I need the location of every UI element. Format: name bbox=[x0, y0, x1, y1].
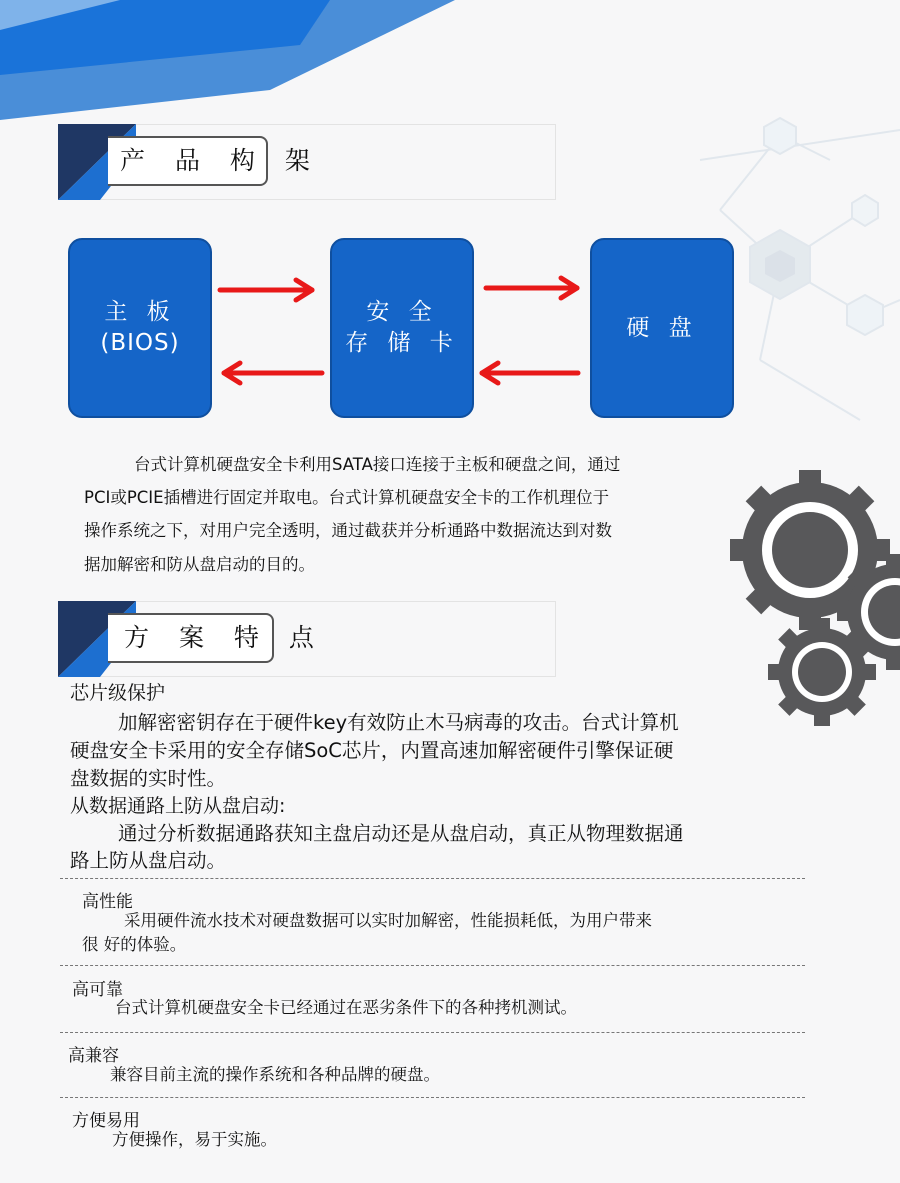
arrow-left-icon bbox=[482, 363, 578, 383]
feature-body-line: 硬盘安全卡采用的安全存储SoC芯片，内置高速加解密硬件引擎保证硬 bbox=[70, 739, 674, 762]
feature-body-line: 台式计算机硬盘安全卡已经通过在恶劣条件下的各种拷机测试。 bbox=[115, 998, 577, 1017]
feature-body-line: 方便操作，易于实施。 bbox=[112, 1130, 277, 1149]
feature-body-line: 盘数据的实时性。 bbox=[70, 767, 227, 790]
divider bbox=[60, 1032, 805, 1033]
feature-body-line: 很 好的体验。 bbox=[82, 935, 187, 954]
feature-body-line: 兼容目前主流的操作系统和各种品牌的硬盘。 bbox=[110, 1065, 440, 1084]
diagram-box-security-card bbox=[330, 238, 474, 418]
divider bbox=[60, 878, 805, 879]
description-line: PCI或PCIE插槽进行固定并取电。台式计算机硬盘安全卡的工作机理位于 bbox=[84, 488, 610, 507]
feature-heading: 高性能 bbox=[82, 892, 133, 912]
arrow-left-icon bbox=[224, 363, 322, 383]
feature-body-line: 采用硬件流水技术对硬盘数据可以实时加解密，性能损耗低，为用户带来 bbox=[124, 911, 652, 930]
feature-body-line: 路上防从盘启动。 bbox=[70, 849, 227, 872]
gear-icon bbox=[730, 470, 900, 726]
divider bbox=[60, 965, 805, 966]
diagram-box-motherboard bbox=[68, 238, 212, 418]
description-line: 据加解密和防从盘启动的目的。 bbox=[84, 555, 315, 574]
box-label: 硬 盘 bbox=[626, 314, 698, 341]
feature-body-line: 通过分析数据通路获知主盘启动还是从盘启动，真正从物理数据通 bbox=[118, 822, 684, 845]
diagram-box-hard-disk bbox=[590, 238, 734, 418]
section-title: 方 案 特 点 bbox=[124, 623, 325, 652]
description-line: 台式计算机硬盘安全卡利用SATA接口连接于主板和硬盘之间，通过 bbox=[134, 455, 621, 474]
box-label: 安 全 bbox=[366, 299, 438, 325]
feature-heading: 高兼容 bbox=[68, 1046, 119, 1066]
feature-body-line: 加解密密钥存在于硬件key有效防止木马病毒的攻击。台式计算机 bbox=[118, 711, 679, 734]
box-label: 存 储 卡 bbox=[345, 330, 459, 356]
divider bbox=[60, 1097, 805, 1098]
arrow-right-icon bbox=[486, 278, 577, 298]
section-header-features bbox=[58, 601, 556, 677]
feature-heading: 芯片级保护 bbox=[70, 682, 166, 704]
description-line: 操作系统之下，对用户完全透明，通过截获并分析通路中数据流达到对数 bbox=[84, 521, 612, 540]
section-title: 产 品 构 架 bbox=[120, 146, 321, 175]
feature-heading: 从数据通路上防从盘启动: bbox=[70, 795, 286, 817]
box-label: (BIOS) bbox=[100, 330, 180, 356]
box-label: 主 板 bbox=[104, 299, 176, 325]
feature-heading: 高可靠 bbox=[72, 980, 123, 1000]
section-header-architecture bbox=[58, 124, 556, 200]
arrow-right-icon bbox=[220, 280, 312, 300]
feature-heading: 方便易用 bbox=[72, 1111, 140, 1131]
